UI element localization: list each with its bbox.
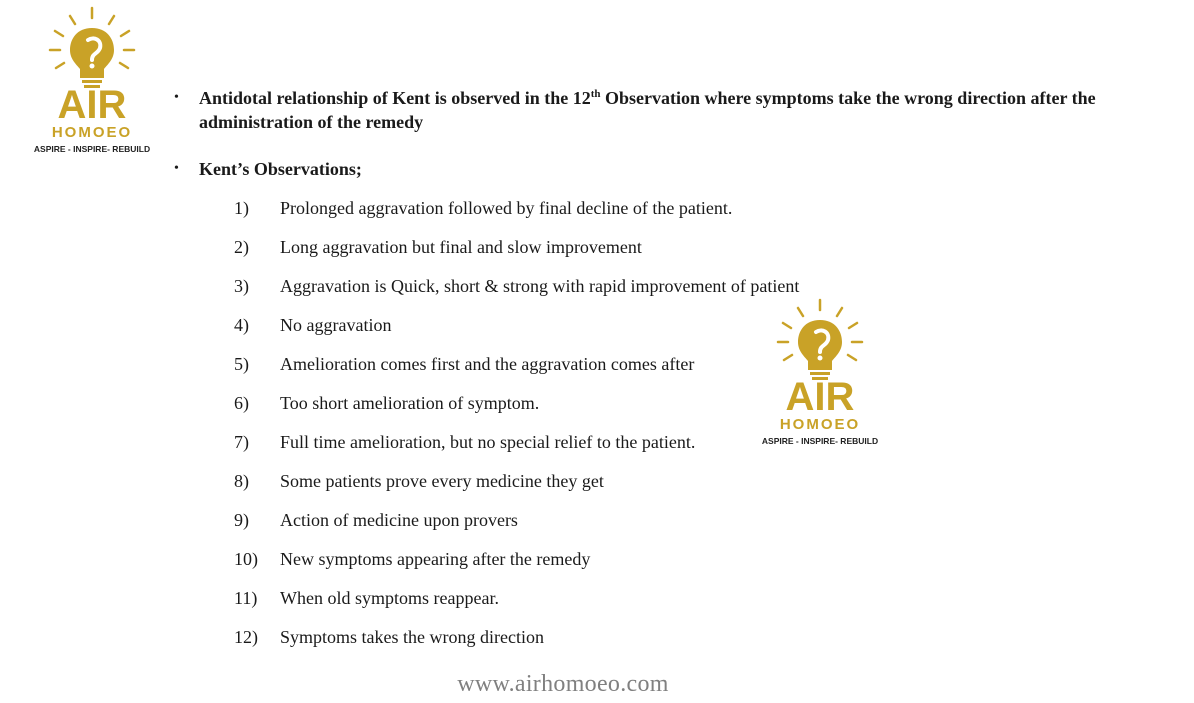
item-number: 5) (234, 354, 249, 374)
ordinal-suffix: th (590, 88, 601, 100)
bullet-text-post: Observation where symptoms take the wrong direction after the administration of the remedy (199, 88, 1096, 132)
list-item (234, 391, 799, 430)
observations-list (234, 196, 799, 664)
item-number: 4) (234, 315, 249, 335)
footer-website: www.airhomoeo.com (457, 671, 669, 697)
lightbulb-sunburst-icon (30, 6, 154, 156)
list-item (234, 430, 799, 469)
logo-sub: HOMOEO (779, 416, 861, 433)
bullet-text (199, 86, 1194, 134)
list-item (234, 508, 799, 547)
logo-tagline: ASPIRE - INSPIRE- REBUILD (761, 436, 879, 446)
item-text: Some patients prove every medicine they get (280, 471, 604, 491)
item-number: 2) (234, 237, 249, 257)
item-text: When old symptoms reappear. (280, 588, 499, 608)
item-number: 1) (234, 198, 249, 218)
item-number: 11) (234, 588, 258, 608)
item-text: No aggravation (280, 315, 392, 335)
list-item (234, 469, 799, 508)
logo-word: AIR (785, 375, 855, 419)
list-item (234, 625, 799, 664)
item-text: Prolonged aggravation followed by final decline of the patient. (280, 198, 733, 218)
item-number: 8) (234, 471, 249, 491)
item-text: Too short amelioration of symptom. (280, 393, 540, 413)
logo-sub: HOMOEO (51, 124, 133, 141)
item-text: Long aggravation but final and slow improvement (280, 237, 642, 257)
bullet-text: Kent’s Observations; (199, 159, 362, 179)
list-item (234, 274, 799, 313)
item-text: Symptoms takes the wrong direction (280, 627, 544, 647)
brand-logo (30, 6, 154, 156)
list-item (234, 196, 799, 235)
item-number: 7) (234, 432, 249, 452)
item-number: 10) (234, 549, 258, 569)
item-text: New symptoms appearing after the remedy (280, 549, 591, 569)
bullet-text-pre: Antidotal relationship of Kent is observed in the 12 (199, 88, 591, 108)
logo-tagline: ASPIRE - INSPIRE- REBUILD (33, 144, 151, 154)
list-item (234, 235, 799, 274)
item-text: Aggravation is Quick, short & strong with rapid improvement of patient (280, 276, 800, 296)
list-item (234, 547, 799, 586)
item-number: 12) (234, 627, 258, 647)
bullet-dot: • (174, 161, 179, 176)
item-number: 9) (234, 510, 249, 530)
item-number: 3) (234, 276, 249, 296)
item-text: Action of medicine upon provers (280, 510, 518, 530)
item-text: Full time amelioration, but no special relief to the patient. (280, 432, 696, 452)
item-text: Amelioration comes first and the aggravation comes after (280, 354, 695, 374)
list-item (234, 352, 799, 391)
list-item (234, 586, 799, 625)
item-number: 6) (234, 393, 249, 413)
logo-word: AIR (57, 83, 127, 127)
list-item (234, 313, 799, 352)
bullet-dot: • (174, 90, 179, 105)
